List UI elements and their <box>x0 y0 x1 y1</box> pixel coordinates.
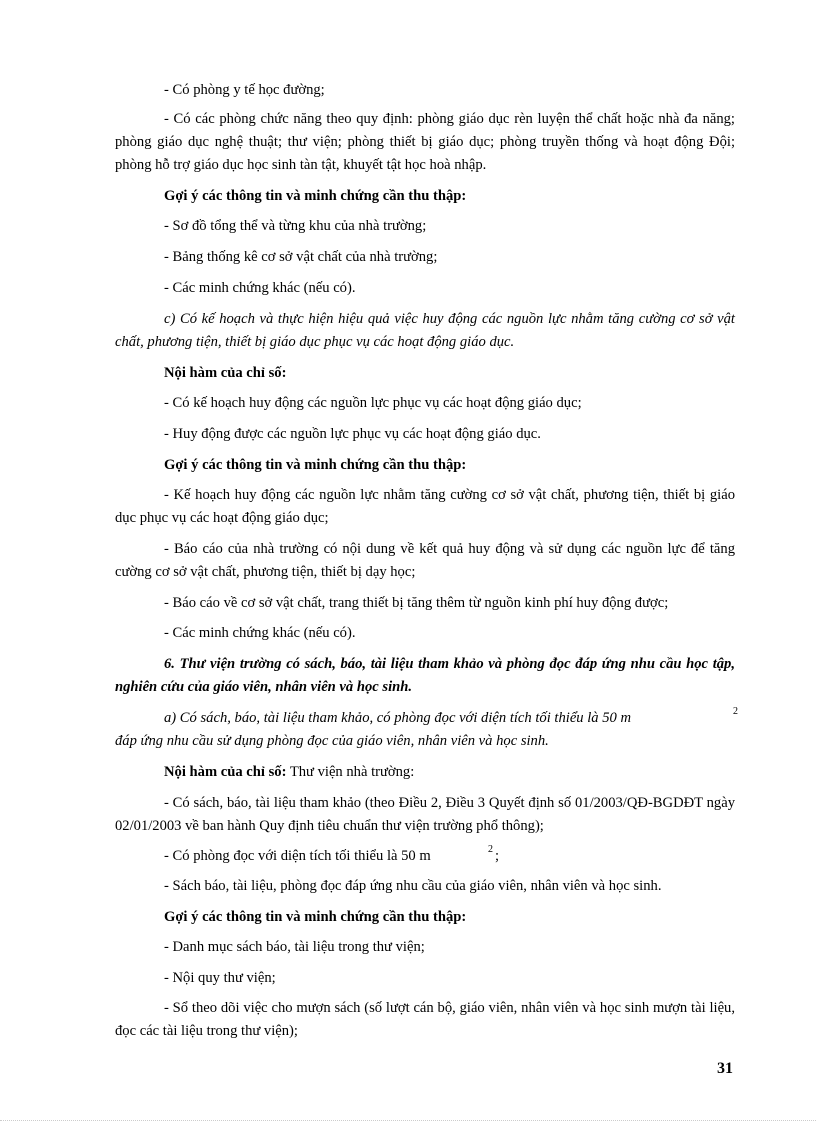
bullet-item: - Báo cáo của nhà trường có nội dung về kết quả huy động và sử dụng các nguồn lực để tăng cường cơ sở vật chất, phương tiện, thiết bị dạy học; <box>115 541 735 580</box>
bullet-item: - Sơ đồ tổng thể và từng khu của nhà trường; <box>164 218 427 234</box>
section-heading-suffix: Thư viện nhà trường: <box>286 764 415 780</box>
bullet-item: - Có phòng y tế học đường; <box>164 82 325 98</box>
bullet-item: - Có sách, báo, tài liệu tham khảo (theo Điều 2, Điều 3 Quyết định số 01/2003/QĐ-BGDĐT ngày 02/01/2003 về ban hành Quy định tiêu chuẩn thư viện trường phổ thông); <box>115 795 735 834</box>
bullet-item: - Bảng thống kê cơ sở vật chất của nhà trường; <box>164 249 438 265</box>
bullet-item: - Các minh chứng khác (nếu có). <box>164 625 356 641</box>
indicator-heading-line1 <box>115 707 735 730</box>
area-suffix: ; <box>495 848 500 864</box>
section-heading: Gợi ý các thông tin và minh chứng cần thu thập: <box>164 188 467 204</box>
superscript: 2 <box>733 706 738 717</box>
bullet-item: - Sách báo, tài liệu, phòng đọc đáp ứng nhu cầu của giáo viên, nhân viên và học sinh. <box>164 878 662 894</box>
bullet-item: - Có kế hoạch huy động các nguồn lực phục vụ các hoạt động giáo dục; <box>164 395 582 411</box>
indicator-heading-line2: đáp ứng nhu cầu sử dụng phòng đọc của giáo viên, nhân viên và học sinh. <box>115 733 549 749</box>
superscript: 2 <box>488 844 493 855</box>
page-number: 31 <box>717 1060 733 1077</box>
indicator-heading: c) Có kế hoạch và thực hiện hiệu quả việc huy động các nguồn lực nhằm tăng cường cơ sở vật chất, phương tiện, thiết bị giáo dục phục vụ các hoạt động giáo dục. <box>115 311 735 350</box>
area-text: - Có phòng đọc với diện tích tối thiểu là 50 m <box>164 848 431 864</box>
criterion-heading: 6. Thư viện trường có sách, báo, tài liệu tham khảo và phòng đọc đáp ứng nhu cầu học tập, nghiên cứu của giáo viên, nhân viên và học sinh. <box>115 656 735 695</box>
section-heading: Nội hàm của chỉ số: <box>164 365 287 381</box>
bullet-item: - Kế hoạch huy động các nguồn lực nhằm tăng cường cơ sở vật chất, phương tiện, thiết bị giáo dục phục vụ các hoạt động giáo dục; <box>115 487 735 526</box>
section-heading-label: Nội hàm của chỉ số: <box>164 764 287 780</box>
bullet-item: - Danh mục sách báo, tài liệu trong thư viện; <box>164 939 425 955</box>
bullet-item: - Sổ theo dõi việc cho mượn sách (số lượt cán bộ, giáo viên, nhân viên và học sinh mượn tài liệu, đọc các tài liệu trong thư viện); <box>115 1000 735 1039</box>
section-heading-inline <box>115 761 735 784</box>
page-edge-divider <box>0 1120 816 1121</box>
bullet-item: - Các minh chứng khác (nếu có). <box>164 280 356 296</box>
indicator-heading-text: a) Có sách, báo, tài liệu tham khảo, có phòng đọc với diện tích tối thiểu là 50 m <box>164 710 632 726</box>
section-heading: Gợi ý các thông tin và minh chứng cần thu thập: <box>164 909 467 925</box>
section-heading: Gợi ý các thông tin và minh chứng cần thu thập: <box>164 457 467 473</box>
bullet-item: - Có các phòng chức năng theo quy định: phòng giáo dục rèn luyện thể chất hoặc nhà đa năng; phòng giáo dục nghệ thuật; thư viện; phòng thiết bị giáo dục; phòng truyền thống và hoạt động Đội; phòng hỗ trợ giáo dục học sinh tàn tật, khuyết tật học hoà nhập. <box>115 111 735 173</box>
bullet-item: - Báo cáo về cơ sở vật chất, trang thiết bị tăng thêm từ nguồn kinh phí huy động được; <box>164 595 669 611</box>
bullet-item: - Huy động được các nguồn lực phục vụ các hoạt động giáo dục. <box>164 426 541 442</box>
bullet-item-area <box>115 845 735 868</box>
bullet-item: - Nội quy thư viện; <box>164 970 276 986</box>
